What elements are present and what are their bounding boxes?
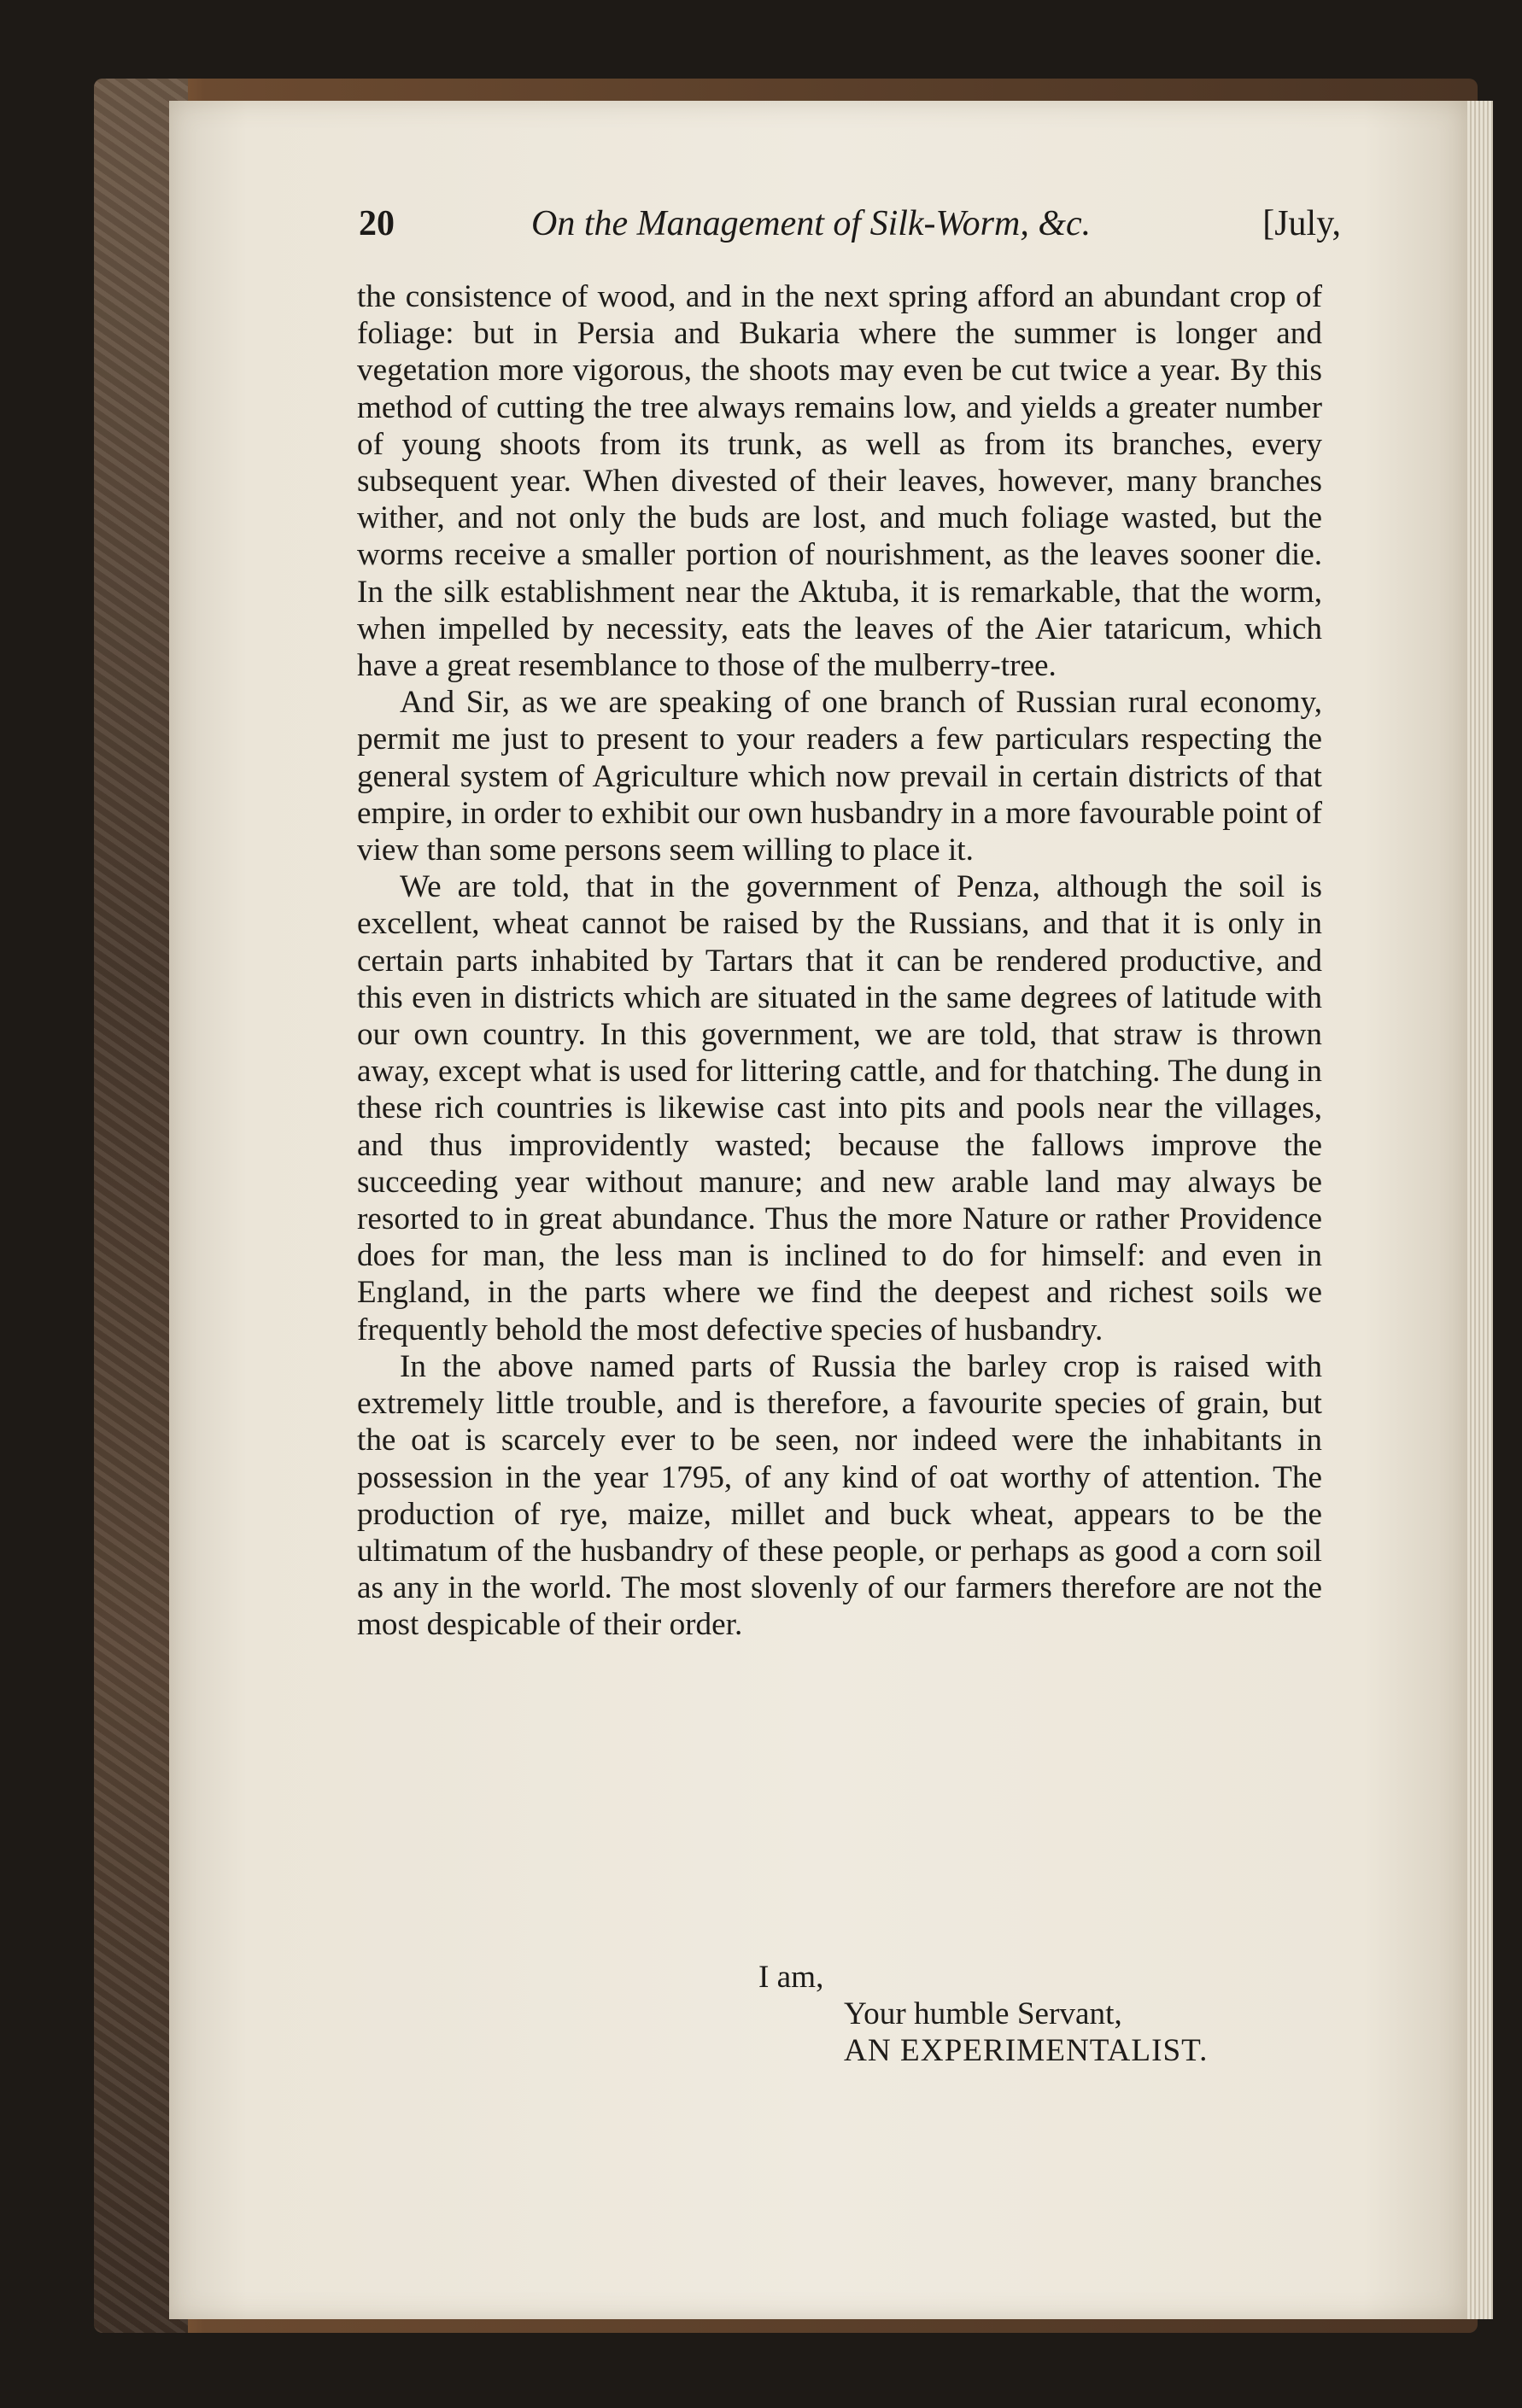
article-body — [357, 278, 1322, 1644]
page-header — [359, 203, 1341, 254]
running-date: [July, — [1262, 204, 1341, 243]
closing-servant: Your humble Servant, — [844, 1996, 1122, 2032]
paragraph: We are told, that in the government of Penza, although the soil is excellent, wheat cannot be raised by the Russians, and that it is only in certain parts inhabited by Tartars that it can be rendered productive, and this even in districts which are situated in the same degrees of latitude with our own country. In this government, we are told, that straw is thrown away, except what is used for littering cattle, and for thatching. The dung in these rich countries is likewise cast into pits and pools near the villages, and thus improvidently wasted; because the fallows improve the succeeding year without manure; and new arable land may always be resorted to in great abundance. Thus the more Nature or rather Providence does for man, the less man is inclined to do for himself: and even in England, in the parts where we find the deepest and richest soils we frequently behold the most defective species of husbandry. — [357, 869, 1322, 1347]
letter-signoff — [357, 1959, 1322, 2070]
closing-i-am: I am, — [758, 1960, 824, 1995]
paragraph: And Sir, as we are speaking of one branch of Russian rural economy, permit me just to present to your readers a few particulars respecting the general system of Agriculture which now prevail in certain districts of that empire, in order to exhibit our own husbandry in a more favourable point of view than some persons seem willing to place it. — [357, 685, 1322, 868]
author-signature: AN EXPERIMENTALIST. — [844, 2033, 1209, 2069]
paragraph: In the above named parts of Russia the barley crop is raised with extremely little trouble, and is therefore, a favourite species of grain, but the oat is scarcely ever to be seen, nor indeed were the inhabitants in possession in the year 1795, of any kind of oat worthy of attention. The production of rye, maize, millet and buck wheat, appears to be the ultimatum of the husbandry of these people, or perhaps as good a corn soil as any in the world. The most slovenly of our farmers therefore are not the most despicable of their order. — [357, 1348, 1322, 1643]
running-title: On the Management of Silk-Worm, &c. — [531, 204, 1092, 243]
paragraph-continued: the consistence of wood, and in the next spring afford an abundant crop of foliage: but in Persia and Bukaria where the summer is longer and vegetation more vigorous, the shoots may even be cut twice a year. By this method of cutting the tree always remains low, and yields a greater number of young shoots from its trunk, as well as from its branches, every subsequent year. When divested of their leaves, however, many branches wither, and not only the buds are lost, and much foliage wasted, but the worms receive a smaller portion of nourishment, as the leaves sooner die. In the silk establishment near the Aktuba, it is remarkable, that the worm, when impelled by necessity, eats the leaves of the Aier tataricum, which have a great resemblance to those of the mulberry-tree. — [357, 279, 1322, 684]
page-number: 20 — [359, 204, 395, 243]
